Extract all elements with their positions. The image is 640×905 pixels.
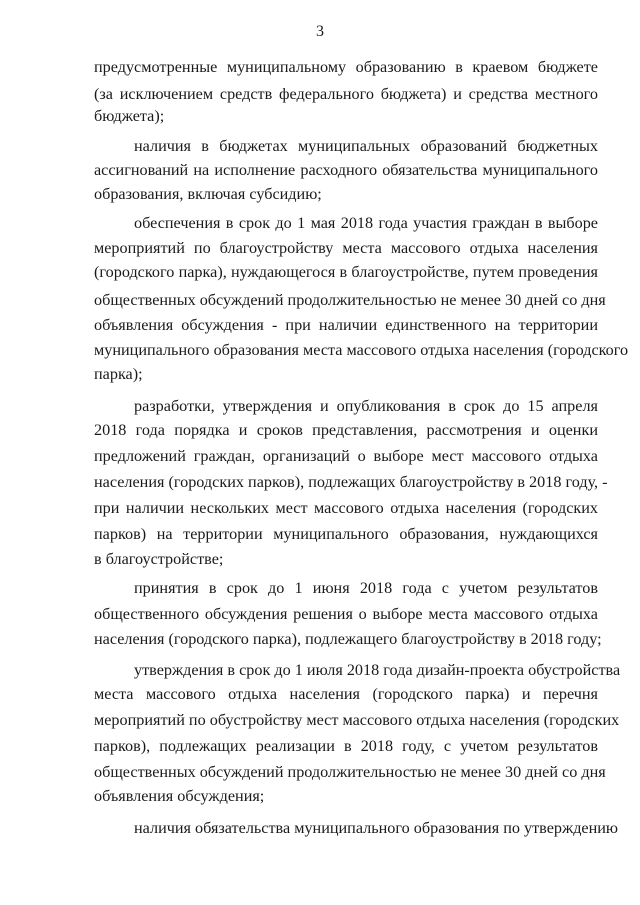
- text-line: образования, включая субсидию;: [94, 185, 322, 203]
- text-line: утверждения в срок до 1 июля 2018 года дизайн-проекта обустройства: [134, 661, 621, 679]
- text-line: объявления обсуждения - при наличии единственного на территории: [94, 316, 598, 334]
- text-line: парков) на территории муниципального образования, нуждающихся: [94, 525, 598, 543]
- text-line: разработки, утверждения и опубликования в срок до 15 апреля: [134, 397, 598, 415]
- text-line: 2018 года порядка и сроков представления, рассмотрения и оценки: [94, 421, 598, 439]
- text-line: при наличии нескольких мест массового отдыха населения (городских: [94, 499, 598, 517]
- text-line: населения (городских парков), подлежащих благоустройству в 2018 году, -: [94, 473, 608, 491]
- text-line: обеспечения в срок до 1 мая 2018 года участия граждан в выборе: [134, 214, 598, 232]
- text-line: принятия в срок до 1 июня 2018 года с учетом результатов: [134, 579, 598, 597]
- text-line: населения (городского парка), подлежащего благоустройству в 2018 году;: [94, 630, 602, 648]
- text-line: общественных обсуждений продолжительностью не менее 30 дней со дня: [94, 291, 606, 309]
- text-line: (за исключением средств федерального бюджета) и средства местного: [94, 85, 598, 103]
- text-line: предусмотренные муниципальному образованию в краевом бюджете: [94, 58, 598, 76]
- text-line: предложений граждан, организаций о выборе мест массового отдыха: [94, 447, 598, 465]
- text-line: ассигнований на исполнение расходного обязательства муниципального: [94, 161, 598, 179]
- text-line: в благоустройстве;: [94, 550, 224, 568]
- text-line: (городского парка), нуждающегося в благоустройстве, путем проведения: [94, 263, 598, 281]
- text-line: наличия обязательства муниципального образования по утверждению: [134, 819, 619, 837]
- text-line: бюджета);: [94, 107, 165, 125]
- text-line: мероприятий по благоустройству места массового отдыха населения: [94, 239, 598, 257]
- text-line: мероприятий по обустройству мест массового отдыха населения (городских: [94, 711, 620, 729]
- text-line: парка);: [94, 365, 143, 383]
- text-line: общественных обсуждений продолжительностью не менее 30 дней со дня: [94, 763, 606, 781]
- text-line: наличия в бюджетах муниципальных образований бюджетных: [134, 137, 598, 155]
- text-line: парков), подлежащих реализации в 2018 году, с учетом результатов: [94, 737, 598, 755]
- text-line: общественного обсуждения решения о выборе места массового отдыха: [94, 605, 598, 623]
- text-line: места массового отдыха населения (городского парка) и перечня: [94, 685, 598, 703]
- page-number: 3: [316, 23, 324, 40]
- text-line: муниципального образования места массового отдыха населения (городского: [94, 341, 629, 359]
- text-line: объявления обсуждения;: [94, 787, 265, 805]
